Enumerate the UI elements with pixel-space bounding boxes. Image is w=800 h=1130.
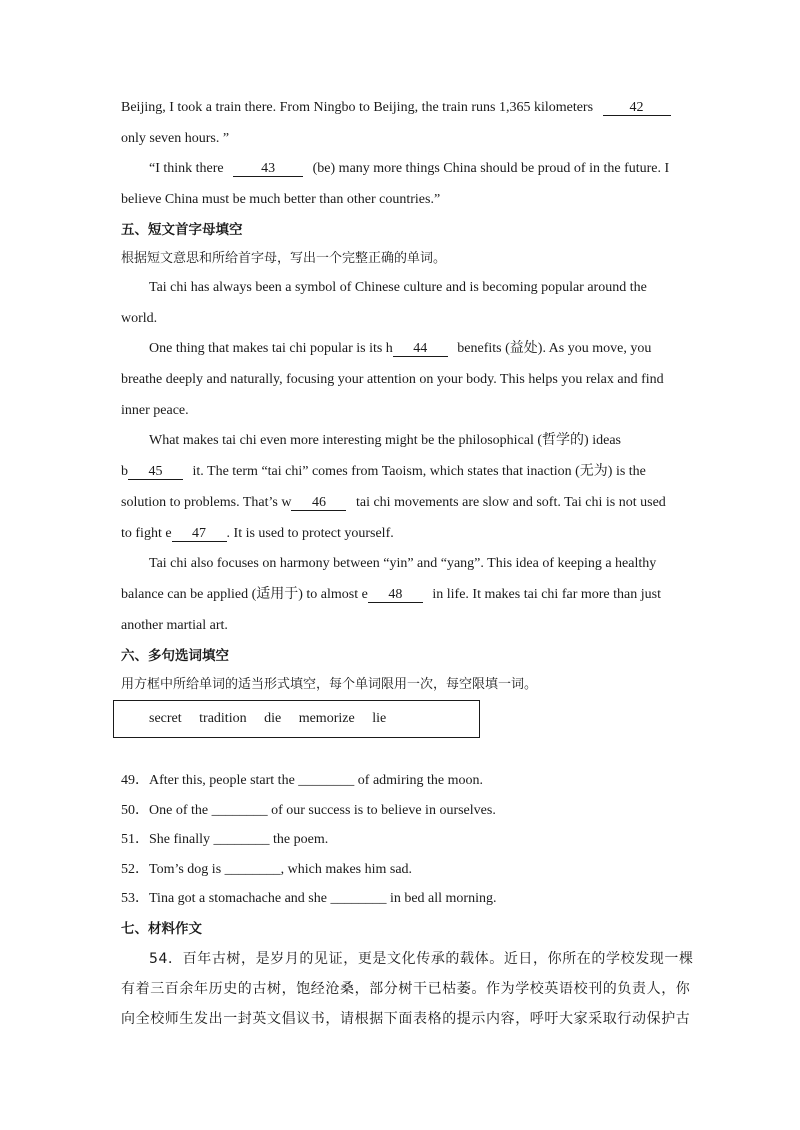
passage-text: One thing that makes tai chi popular is its h [149,341,393,356]
passage-text: (be) many more things China should be proud of in the future. I [312,161,670,176]
passage-text: tai chi movements are slow and soft. Tai chi is not used [355,495,666,510]
passage-line [121,494,666,512]
passage-text: . It is used to protect yourself. [226,526,394,541]
question-54-line: 向全校师生发出一封英文倡议书，请根据下面表格的提示内容，呼吁大家采取行动保护古 [121,1011,691,1027]
passage-line: inner peace. [121,403,189,418]
answer-blank-45: 45 [128,464,183,480]
passage-line [149,160,669,178]
passage-line: world. [121,311,158,326]
word-bank-item: tradition [199,711,247,726]
answer-blank-47: 47 [172,526,227,542]
answer-blank-43: 43 [233,161,303,177]
answer-blank-44: 44 [393,341,448,357]
question-52: 52．Tom’s dog is ________, which makes him sad. [121,862,413,877]
passage-text: balance can be applied (适用于) to almost e [121,587,368,602]
section-heading-7: 七、材料作文 [121,921,202,937]
passage-text: b [121,464,128,479]
passage-line [121,586,661,604]
passage-text: it. The term “tai chi” comes from Taoism, which states that inaction (无为) is the [192,464,646,479]
word-bank-item: lie [372,711,387,726]
passage-line: Tai chi also focuses on harmony between “yin” and “yang”. This idea of keeping a healthy [149,556,657,571]
section-heading-6: 六、多句选词填空 [121,648,229,664]
word-bank-item: secret [149,711,182,726]
passage-line: What makes tai chi even more interesting might be the philosophical (哲学的) ideas [149,433,621,448]
section-instruction: 用方框中所给单词的适当形式填空，每个单词限用一次，每空限填一词。 [121,677,538,692]
question-54-line: 有着三百余年历史的古树，饱经沧桑，部分树干已枯萎。作为学校英语校刊的负责人，你 [121,981,691,997]
question-54-line: 54．百年古树，是岁月的见证，更是文化传承的载体。近日，你所在的学校发现一棵 [149,951,694,967]
word-bank [149,711,400,727]
question-50: 50．One of the ________ of our success is to believe in ourselves. [121,803,496,818]
section-heading-5: 五、短文首字母填空 [121,222,243,238]
passage-text: Beijing, I took a train there. From Ningbo to Beijing, the train runs 1,365 kilometers [121,100,594,115]
passage-text: in life. It makes tai chi far more than just [432,587,661,602]
passage-line [121,525,394,543]
answer-blank-46: 46 [291,495,346,511]
word-bank-item: die [264,711,282,726]
passage-line [149,340,651,358]
passage-text: benefits (益处). As you move, you [457,341,652,356]
passage-line [121,99,671,117]
passage-line: believe China must be much better than other countries.” [121,192,441,207]
passage-text: solution to problems. That’s w [121,495,292,510]
answer-blank-48: 48 [368,587,423,603]
passage-line [121,463,646,481]
question-53: 53．Tina got a stomachache and she ________ in bed all morning. [121,891,497,906]
word-bank-box [113,700,480,738]
answer-blank-42: 42 [603,100,671,116]
question-51: 51．She finally ________ the poem. [121,832,329,847]
passage-line: another martial art. [121,618,228,633]
passage-line: Tai chi has always been a symbol of Chinese culture and is becoming popular around the [149,280,647,295]
passage-text: to fight e [121,526,172,541]
passage-line: breathe deeply and naturally, focusing your attention on your body. This helps you relax and find [121,372,664,387]
section-instruction: 根据短文意思和所给首字母，写出一个完整正确的单词。 [121,251,447,266]
passage-line: only seven hours. ” [121,131,230,146]
passage-text: “I think there [149,161,224,176]
question-49: 49．After this, people start the ________ of admiring the moon. [121,773,483,788]
word-bank-item: memorize [298,711,355,726]
